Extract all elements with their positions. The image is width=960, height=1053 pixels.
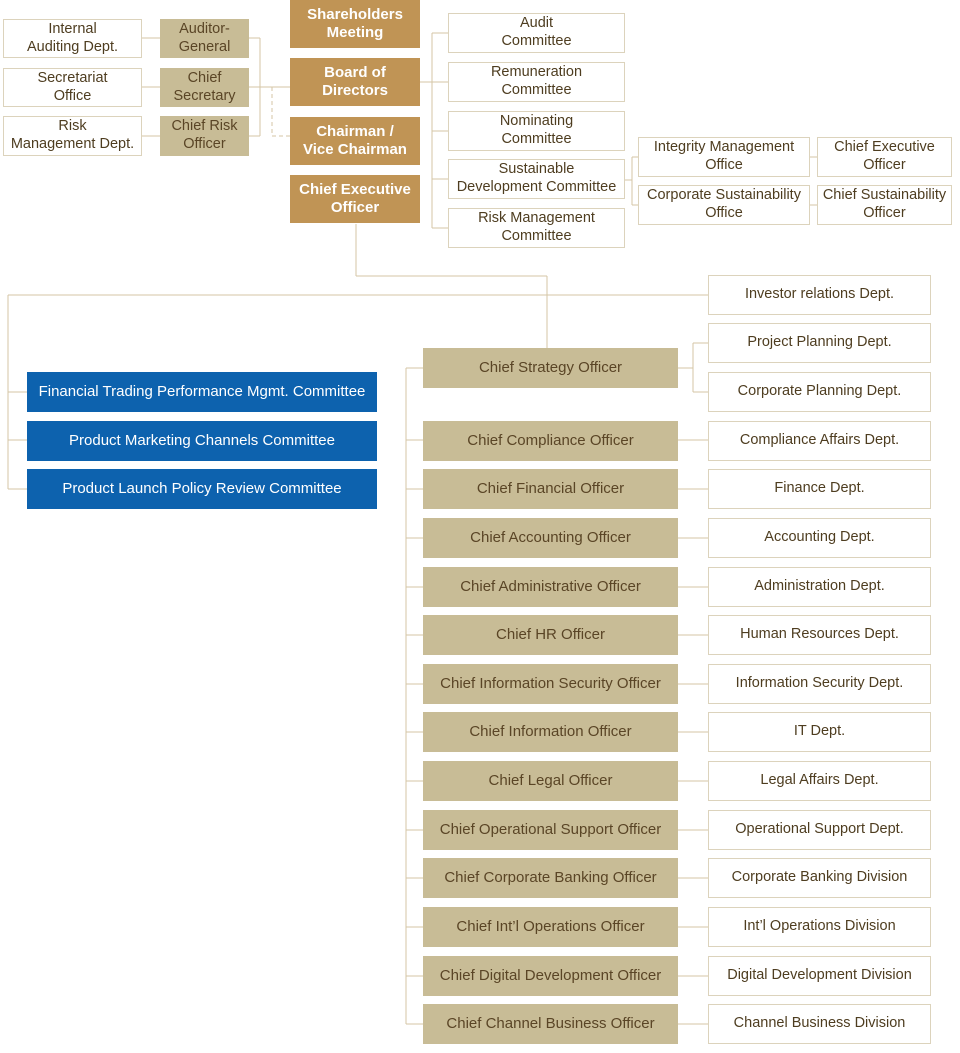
ceo-committee: Financial Trading Performance Mgmt. Committee xyxy=(27,372,377,412)
dept-box: Operational Support Dept. xyxy=(708,810,931,850)
officer-box: Chief Administrative Officer xyxy=(423,567,678,607)
chief-sustainability-officer: Chief Sustainability Officer xyxy=(817,185,952,225)
dept-box: Digital Development Division xyxy=(708,956,931,996)
risk-management-dept: Risk Management Dept. xyxy=(3,116,142,156)
officer-box: Chief HR Officer xyxy=(423,615,678,655)
ceo-committee: Product Launch Policy Review Committee xyxy=(27,469,377,509)
dept-box: Corporate Banking Division xyxy=(708,858,931,898)
chief-strategy-officer: Chief Strategy Officer xyxy=(423,348,678,388)
sustainable-development-committee: Sustainable Development Committee xyxy=(448,159,625,199)
officer-box: Chief Corporate Banking Officer xyxy=(423,858,678,898)
shareholders-meeting: Shareholders Meeting xyxy=(290,0,420,48)
internal-auditing-dept: Internal Auditing Dept. xyxy=(3,19,142,58)
dept-box: Administration Dept. xyxy=(708,567,931,607)
officer-box: Chief Int’l Operations Officer xyxy=(423,907,678,947)
officer-box: Chief Accounting Officer xyxy=(423,518,678,558)
dept-box: Accounting Dept. xyxy=(708,518,931,558)
board-of-directors: Board of Directors xyxy=(290,58,420,106)
chief-executive-officer: Chief Executive Officer xyxy=(290,175,420,223)
dept-box: Human Resources Dept. xyxy=(708,615,931,655)
dept-box: IT Dept. xyxy=(708,712,931,752)
officer-box: Chief Digital Development Officer xyxy=(423,956,678,996)
dept-box: Compliance Affairs Dept. xyxy=(708,421,931,461)
project-planning-dept: Project Planning Dept. xyxy=(708,323,931,363)
chief-secretary: Chief Secretary xyxy=(160,68,249,107)
officer-box: Chief Compliance Officer xyxy=(423,421,678,461)
integrity-management-office: Integrity Management Office xyxy=(638,137,810,177)
dept-box: Legal Affairs Dept. xyxy=(708,761,931,801)
dept-box: Channel Business Division xyxy=(708,1004,931,1044)
officer-box: Chief Operational Support Officer xyxy=(423,810,678,850)
secretariat-office: Secretariat Office xyxy=(3,68,142,107)
dept-box: Finance Dept. xyxy=(708,469,931,509)
dept-box: Int’l Operations Division xyxy=(708,907,931,947)
auditor-general: Auditor- General xyxy=(160,19,249,58)
chief-risk-officer: Chief Risk Officer xyxy=(160,116,249,156)
remuneration-committee: Remuneration Committee xyxy=(448,62,625,102)
officer-box: Chief Information Officer xyxy=(423,712,678,752)
chairman-vice-chairman: Chairman / Vice Chairman xyxy=(290,117,420,165)
integrity-chief-executive-officer: Chief Executive Officer xyxy=(817,137,952,177)
officer-box: Chief Channel Business Officer xyxy=(423,1004,678,1044)
dept-box: Information Security Dept. xyxy=(708,664,931,704)
officer-box: Chief Financial Officer xyxy=(423,469,678,509)
corporate-sustainability-office: Corporate Sustainability Office xyxy=(638,185,810,225)
audit-committee: Audit Committee xyxy=(448,13,625,53)
ceo-committee: Product Marketing Channels Committee xyxy=(27,421,377,461)
officer-box: Chief Information Security Officer xyxy=(423,664,678,704)
investor-relations-dept: Investor relations Dept. xyxy=(708,275,931,315)
risk-management-committee: Risk Management Committee xyxy=(448,208,625,248)
officer-box: Chief Legal Officer xyxy=(423,761,678,801)
nominating-committee: Nominating Committee xyxy=(448,111,625,151)
corporate-planning-dept: Corporate Planning Dept. xyxy=(708,372,931,412)
